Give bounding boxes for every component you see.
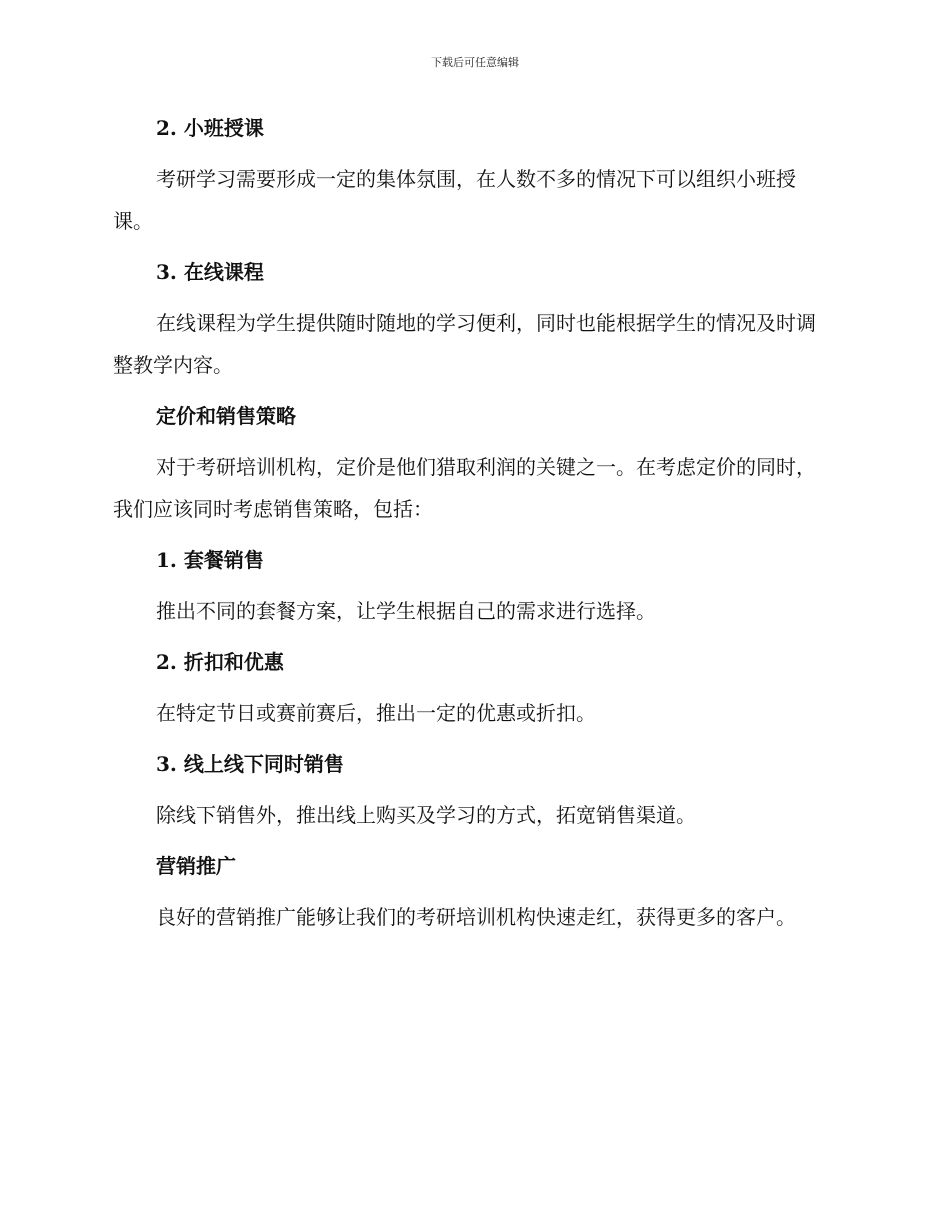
paragraph-omnichannel: 除线下销售外，推出线上购买及学习的方式，拓宽销售渠道。 [156, 803, 696, 827]
document-body [113, 112, 835, 938]
paragraph-small-class: 考研学习需要形成一定的集体氛围，在人数不多的情况下可以组织小班授课。 [113, 167, 796, 233]
paragraph-package-sales: 推出不同的套餐方案，让学生根据自己的需求进行选择。 [156, 599, 656, 623]
section-heading-package-sales: 1. 套餐销售 [156, 548, 264, 572]
section-heading-online-course: 3. 在线课程 [156, 260, 264, 284]
paragraph-discounts: 在特定节日或赛前赛后，推出一定的优惠或折扣。 [156, 701, 596, 725]
section-heading-discounts: 2. 折扣和优惠 [156, 650, 284, 674]
paragraph-marketing: 良好的营销推广能够让我们的考研培训机构快速走红，获得更多的客户。 [156, 905, 796, 929]
paragraph-online-course: 在线课程为学生提供随时随地的学习便利，同时也能根据学生的情况及时调整教学内容。 [113, 311, 816, 377]
section-heading-pricing-sales: 定价和销售策略 [156, 404, 296, 428]
paragraph-pricing-sales: 对于考研培训机构，定价是他们猎取利润的关键之一。在考虑定价的同时，我们应该同时考虑销售策略，包括： [113, 455, 816, 521]
section-heading-small-class: 2. 小班授课 [156, 116, 264, 140]
page-header: 下载后可任意编辑 [431, 56, 519, 69]
section-heading-marketing: 营销推广 [156, 854, 236, 878]
section-heading-omnichannel: 3. 线上线下同时销售 [156, 752, 344, 776]
